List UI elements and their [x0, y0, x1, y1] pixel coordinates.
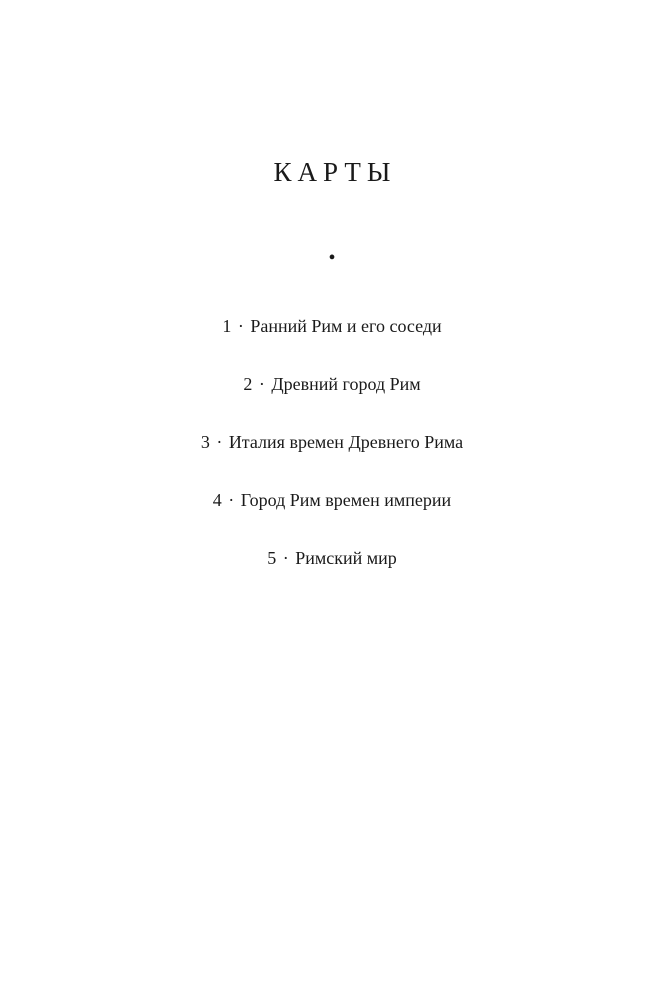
list-item-map-1[interactable]: [0, 312, 664, 370]
map-title: Город Рим времен империи: [240, 490, 452, 510]
page-title: КАРТЫ: [273, 157, 397, 187]
map-number: 5: [267, 548, 277, 568]
map-title: Ранний Рим и его соседи: [250, 316, 442, 336]
map-title: Италия времен Древнего Рима: [228, 432, 464, 452]
list-item-map-2[interactable]: [0, 370, 664, 428]
separator-dot: ·: [216, 432, 223, 452]
maps-list: [0, 312, 664, 602]
ornament-bullet: •: [328, 247, 336, 269]
separator-dot: ·: [282, 548, 289, 568]
map-number: 3: [200, 432, 210, 452]
map-title: Древний город Рим: [271, 374, 421, 394]
list-item-map-3[interactable]: [0, 428, 664, 486]
map-number: 4: [212, 490, 222, 510]
separator-dot: ·: [228, 490, 235, 510]
separator-dot: ·: [258, 374, 265, 394]
map-title: Римский мир: [295, 548, 397, 568]
map-number: 2: [243, 374, 253, 394]
map-number: 1: [222, 316, 232, 336]
separator-dot: ·: [237, 316, 244, 336]
list-item-map-4[interactable]: [0, 486, 664, 544]
list-item-map-5[interactable]: [0, 544, 664, 602]
